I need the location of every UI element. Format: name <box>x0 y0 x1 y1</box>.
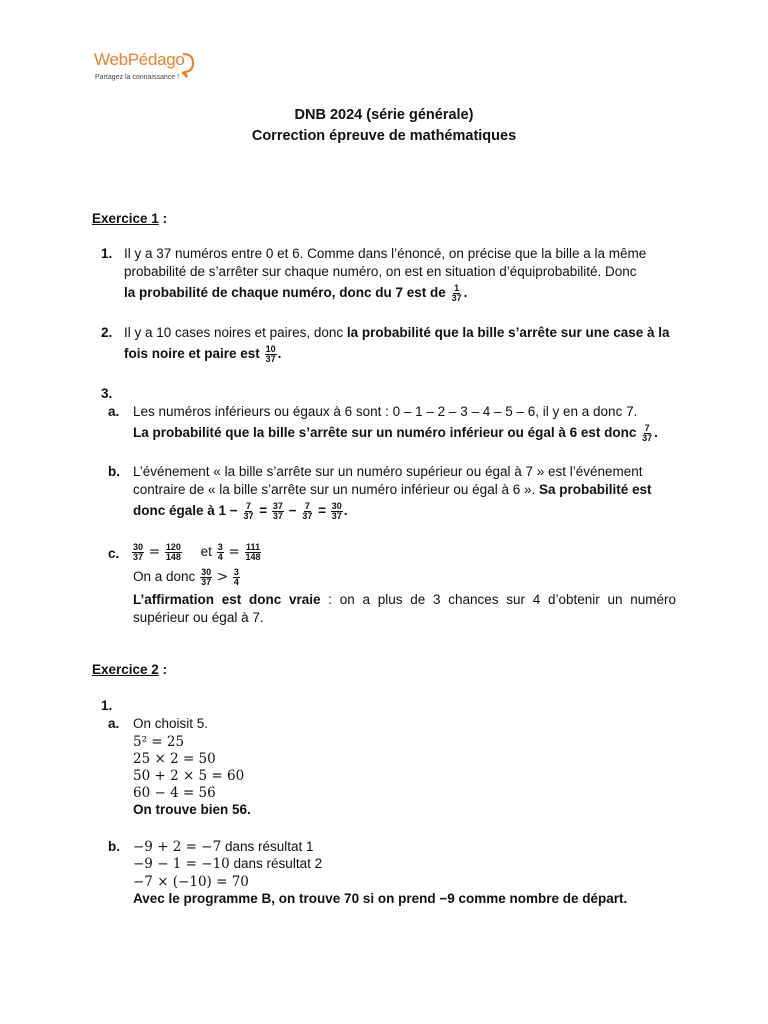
ex2-q1a-label: a. <box>108 716 120 731</box>
q3c-line3 <box>133 591 676 609</box>
q3c-conclusion-plain: : on a plus de 3 chances sur 4 d’obtenir un numéro <box>320 592 676 607</box>
q3b-label: b. <box>108 464 120 479</box>
q3c-f1-den: 37 <box>133 552 144 562</box>
ex2-q1a-line1: On choisit 5. <box>133 716 209 731</box>
q3c-g1-num: 30 <box>201 567 212 577</box>
q3c-fraction-1 <box>132 543 144 562</box>
q3c-fraction-2 <box>165 543 182 562</box>
q3c-f1-num: 30 <box>133 542 144 552</box>
q3c-conclusion-bold: L’affirmation est donc vraie <box>133 592 321 607</box>
q3c-line2 <box>133 568 241 587</box>
q3c-fraction-6 <box>233 568 240 587</box>
q3b-f2-den: 37 <box>272 511 283 521</box>
q3c-f2-den: 148 <box>165 552 181 562</box>
q3c-f3-num: 3 <box>217 542 223 552</box>
q3a-line1: Les numéros inférieurs ou égaux à 6 sont : 0 – 1 – 2 – 3 – 4 – 5 – 6, il y en a donc 7. <box>133 404 638 419</box>
q2-line2 <box>124 345 281 364</box>
q2-number: 2. <box>101 325 113 340</box>
q2-fraction <box>265 345 277 364</box>
q1-line1: Il y a 37 numéros entre 0 et 6. Comme dans l’énoncé, on précise que la bille a la même <box>124 246 647 261</box>
exercise-1-colon: : <box>158 211 168 226</box>
q3c-f2-num: 120 <box>165 542 181 552</box>
q3a-end: . <box>654 425 658 441</box>
q1-frac-num: 1 <box>454 283 460 293</box>
q3a-line2 <box>133 424 658 443</box>
q3c-plain-text: On a donc <box>133 569 196 585</box>
q1-line3 <box>124 284 467 303</box>
ex2-q1a-conclusion: On trouve bien 56. <box>133 802 251 817</box>
ex2-q1b-math1: −9 + 2 = −7 <box>133 839 222 855</box>
ex2-q1b-text2: dans résultat 2 <box>229 856 323 871</box>
exercise-1-heading <box>92 211 167 226</box>
q3b-line3 <box>133 502 348 521</box>
q1-number: 1. <box>101 246 113 261</box>
q3a-answer-text: La probabilité que la bille s’arrête sur un numéro inférieur ou égal à 6 est donc <box>133 425 637 441</box>
q3c-g1-den: 37 <box>201 577 212 587</box>
q3b-f4-num: 30 <box>331 501 342 511</box>
ex2-q1a-math4: 60 − 4 = 56 <box>133 785 216 801</box>
exercise-2-title: Exercice 2 <box>92 662 159 677</box>
q3b-end: . <box>343 503 348 519</box>
ex2-q1b-math2: −9 − 1 = −10 <box>133 856 230 872</box>
q3b-f3-num: 7 <box>304 501 310 511</box>
q3c-fraction-5 <box>200 568 212 587</box>
q2-frac-num: 10 <box>265 344 276 354</box>
speech-bubble-icon <box>181 52 195 78</box>
page-subtitle: Correction épreuve de mathématiques <box>251 128 517 144</box>
q3c-equals-2: = <box>228 544 240 561</box>
q2-plain-text: Il y a 10 cases noires et paires, donc <box>124 325 344 340</box>
q3b-bold-text: Sa probabilité est <box>539 482 652 497</box>
q3c-g2-den: 4 <box>233 577 239 587</box>
q3a-fraction <box>641 424 653 443</box>
ex2-q1b-line1 <box>133 838 314 856</box>
q3b-f4-den: 37 <box>331 511 342 521</box>
q2-bold-text: la probabilité que la bille s’arrête sur une case à la <box>346 325 670 340</box>
exercise-2-heading <box>92 662 167 677</box>
q1-answer-text: la probabilité de chaque numéro, donc du 7 est de <box>124 285 446 301</box>
q3-number: 3. <box>101 386 113 401</box>
q3b-f2-num: 37 <box>272 501 283 511</box>
exercise-1-title: Exercice 1 <box>92 211 159 226</box>
q3b-minus: − <box>288 503 297 519</box>
q3b-fraction-4 <box>331 502 343 521</box>
q3c-line4: supérieur ou égal à 7. <box>133 610 264 625</box>
ex2-q1a-math3: 50 + 2 × 5 = 60 <box>133 768 245 784</box>
q2-line1 <box>124 324 670 342</box>
q3c-greater-than: > <box>216 569 229 586</box>
q3b-equals-2: = <box>318 503 326 519</box>
page-title: DNB 2024 (série générale) <box>294 107 474 123</box>
q3b-fraction-3 <box>301 502 313 521</box>
q1-line2: probabilité de s’arrêter sur chaque numéro, on est en situation d’équiprobabilité. Donc <box>124 264 637 279</box>
webpedago-logo <box>94 50 204 86</box>
logo-name: WebPédago <box>94 50 185 69</box>
q1-fraction <box>451 284 463 303</box>
q3c-fraction-3 <box>217 543 224 562</box>
q3c-f4-den: 148 <box>245 552 261 562</box>
q1-end: . <box>463 285 468 301</box>
q2-answer-text: fois noire et paire est <box>124 346 260 362</box>
ex2-q1b-conclusion: Avec le programme B, on trouve 70 si on prend −9 comme nombre de départ. <box>133 891 628 906</box>
q3c-line1 <box>131 543 263 562</box>
q3b-line1: L’événement « la bille s’arrête sur un numéro supérieur ou égal à 7 » est l’événement <box>133 464 643 479</box>
q3b-answer-text: donc égale à 1 − <box>133 503 238 519</box>
ex2-q1b-line2 <box>133 855 322 873</box>
ex2-q1a-math2: 25 × 2 = 50 <box>133 751 216 767</box>
q2-end: . <box>277 346 282 362</box>
q3a-label: a. <box>108 404 120 419</box>
ex2-q1b-label: b. <box>108 839 120 854</box>
q3c-et: et <box>200 544 212 560</box>
q3b-plain-text: contraire de « la bille s’arrête sur un numéro inférieur ou égal à 6 ». <box>133 482 536 497</box>
q2-frac-den: 37 <box>265 354 276 364</box>
ex2-q1-number: 1. <box>101 698 113 713</box>
q3a-frac-den: 37 <box>642 433 653 443</box>
q3b-line2 <box>133 481 652 499</box>
q3b-f1-den: 37 <box>243 511 254 521</box>
q3b-f1-num: 7 <box>245 501 251 511</box>
q3b-equals-1: = <box>259 503 268 519</box>
q3c-f4-num: 111 <box>246 542 261 552</box>
ex2-q1b-text1: dans résultat 1 <box>221 839 314 854</box>
logo-tagline: Partagez la connaissance ! <box>95 74 180 81</box>
q3b-f3-den: 37 <box>302 511 313 521</box>
q3c-fraction-4 <box>245 543 262 562</box>
ex2-q1a-math1: 5² = 25 <box>133 734 185 750</box>
q3c-f3-den: 4 <box>217 552 223 562</box>
q3c-equals-1: = <box>148 544 161 561</box>
q3c-label: c. <box>108 546 120 561</box>
exercise-2-colon: : <box>158 662 168 677</box>
q3c-g2-num: 3 <box>233 567 239 577</box>
q3b-fraction-1 <box>242 502 254 521</box>
q1-frac-den: 37 <box>451 293 462 303</box>
q3b-fraction-2 <box>272 502 284 521</box>
ex2-q1b-math3: −7 × (−10) = 70 <box>133 874 249 890</box>
q3a-frac-num: 7 <box>644 423 650 433</box>
